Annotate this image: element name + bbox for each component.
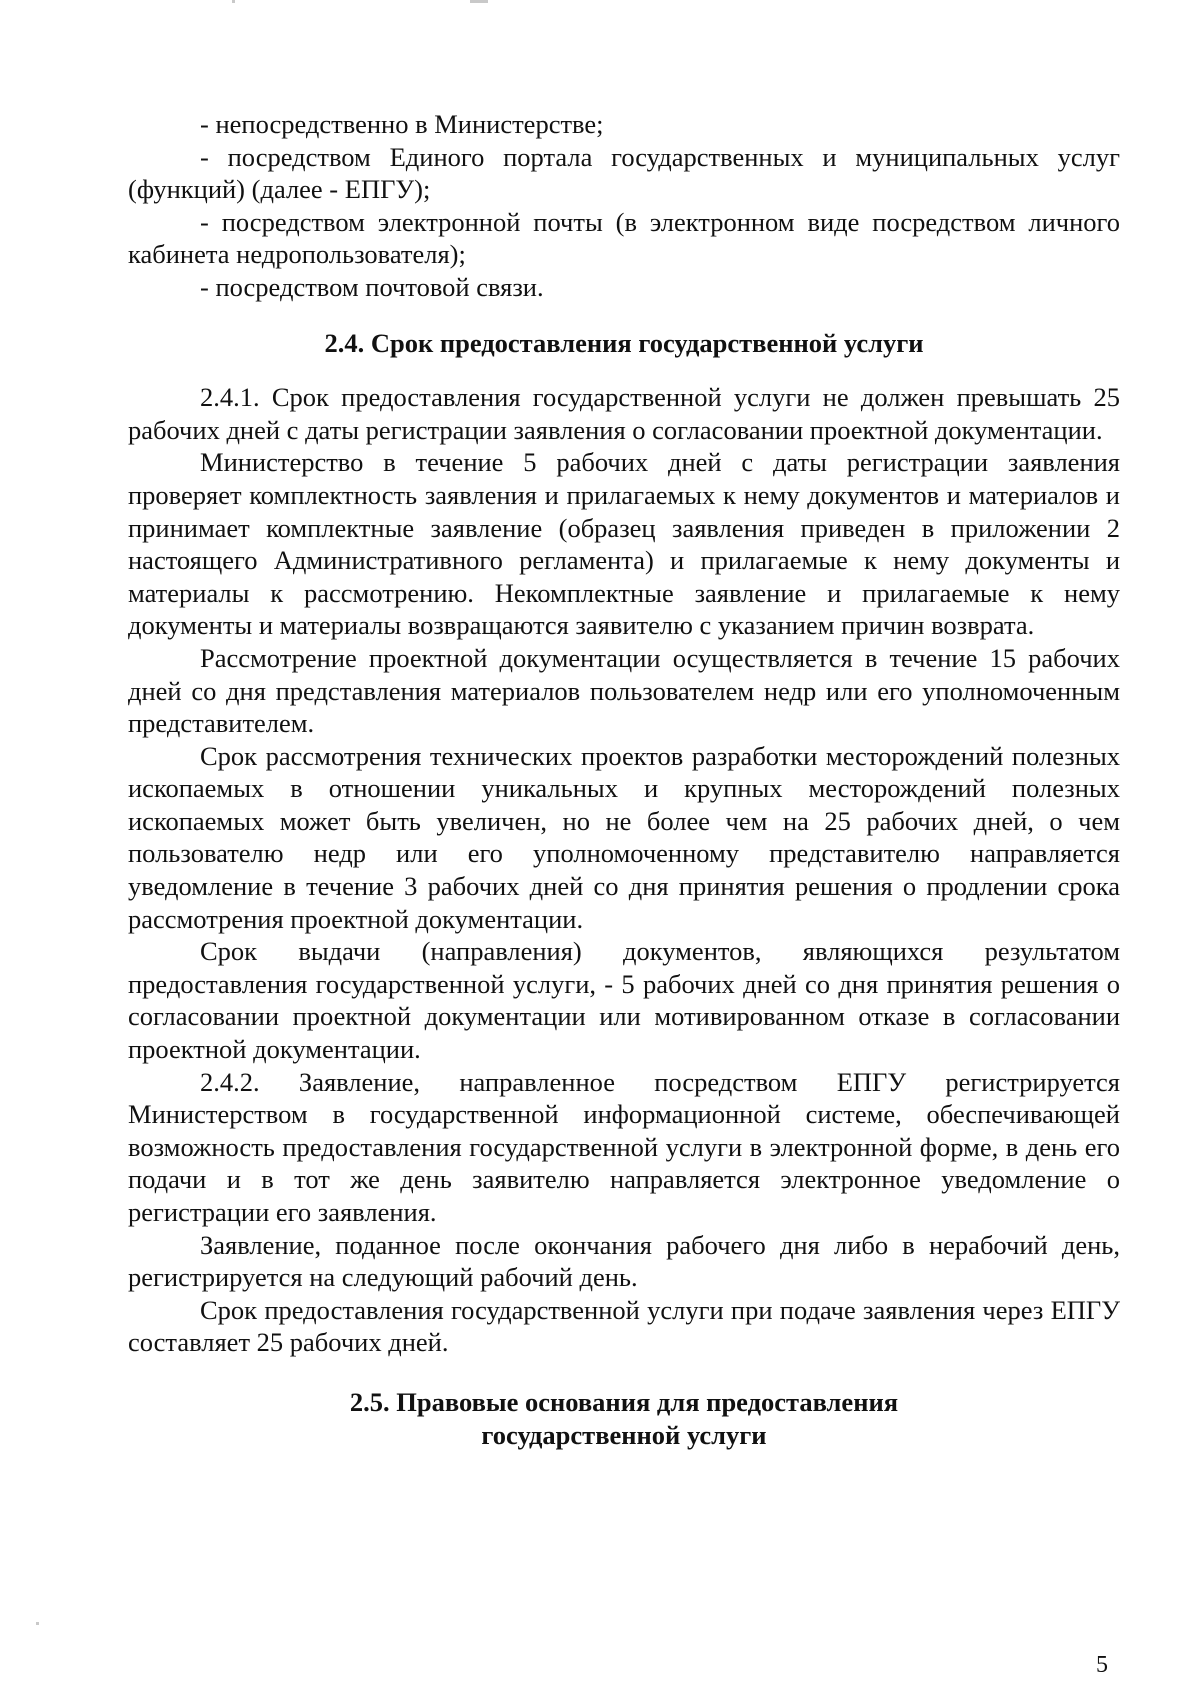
paragraph: Срок выдачи (направления) документов, являющихся результатом предоставления государственной услуги, - 5 рабочих дней со дня принятия решения о согласовании проектной документации или мотивированном отказе в согласовании проектной документации.	[128, 936, 1120, 1065]
document-body	[128, 108, 1120, 1451]
delivery-method-item: - посредством почтовой связи.	[200, 271, 544, 302]
delivery-methods-list	[128, 108, 1120, 304]
section-2-4-body	[128, 381, 1120, 1359]
section-heading-2-5: 2.5. Правовые основания для предоставления государственной услуги	[349, 1386, 899, 1450]
paragraph: Срок рассмотрения технических проектов разработки месторождений полезных ископаемых в отношении уникальных и крупных месторождений полезных ископаемых может быть увеличен, но не более чем на 25 рабочих дней, о чем пользователю недр или его уполномоченному представителю направляется уведомление в течение 3 рабочих дней со дня принятия решения о продлении срока рассмотрения проектной документации.	[128, 740, 1120, 934]
delivery-method-item: - непосредственно в Министерстве;	[200, 109, 604, 139]
scan-artifact	[232, 0, 235, 3]
paragraph: Заявление, поданное после окончания рабочего дня либо в нерабочий день, регистрируется на следующий рабочий день.	[128, 1229, 1120, 1293]
scan-artifact	[36, 1622, 39, 1625]
paragraph: Срок предоставления государственной услуги при подаче заявления через ЕПГУ составляет 25 рабочих дней.	[128, 1294, 1120, 1358]
paragraph: 2.4.2. Заявление, направленное посредством ЕПГУ регистрируется Министерством в государственной информационной системе, обеспечивающей возможность предоставления государственной услуги в электронной форме, в день его подачи и в тот же день заявителю направляется электронное уведомление о регистрации его заявления.	[128, 1066, 1120, 1227]
paragraph: Министерство в течение 5 рабочих дней с даты регистрации заявления проверяет комплектность заявления и прилагаемых к нему документов и материалов и принимает комплектные заявление (образец заявления приведен в приложении 2 настоящего Административного регламента) и прилагаемые к нему документы и материалы к рассмотрению. Некомплектные заявление и прилагаемые к нему документы и материалы возвращаются заявителю с указанием причин возврата.	[128, 447, 1120, 641]
paragraph: Рассмотрение проектной документации осуществляется в течение 15 рабочих дней со дня представления материалов пользователем недр или его уполномоченным представителем.	[128, 642, 1120, 739]
page-number: 5	[1096, 1652, 1108, 1678]
scan-artifact	[470, 0, 488, 3]
delivery-method-item: - посредством электронной почты (в электронном виде посредством личного кабинета недропользователя);	[128, 206, 1120, 270]
section-heading-2-4: 2.4. Срок предоставления государственной услуги	[324, 327, 924, 358]
paragraph: 2.4.1. Срок предоставления государственной услуги не должен превышать 25 рабочих дней с даты регистрации заявления о согласовании проектной документации.	[128, 382, 1120, 445]
delivery-method-item: - посредством Единого портала государственных и муниципальных услуг (функций) (далее - ЕПГУ);	[128, 141, 1120, 205]
